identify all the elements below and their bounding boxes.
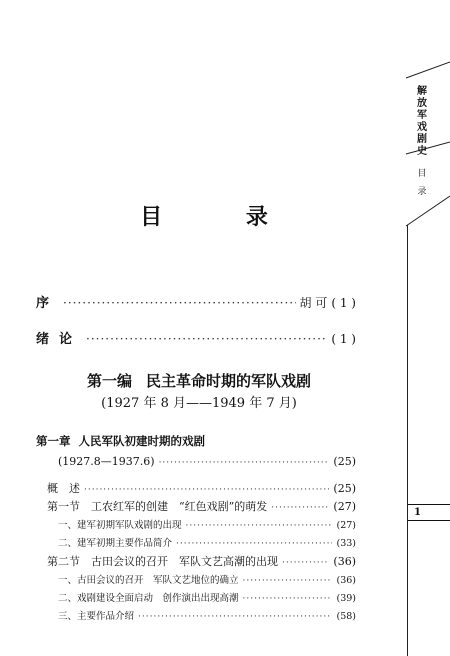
side-page-rule-bottom: [408, 520, 450, 521]
toc-entry[interactable]: [58, 572, 356, 586]
part-heading: [0, 370, 398, 391]
leader-dots: [84, 485, 329, 495]
toc-row-preface[interactable]: [36, 292, 356, 311]
toc-entry-page: (36): [333, 555, 356, 568]
leader-dots: [176, 539, 332, 549]
chapter-period: (1927.8—1937.6): [58, 455, 155, 468]
side-page-rule-top: [408, 504, 450, 505]
leader-dots: [243, 576, 333, 586]
toc-entry-label: 一、古田会议的召开 军队文艺地位的确立: [58, 575, 239, 586]
part-number: 第一编: [86, 372, 132, 390]
toc-entry-label: 三、主要作品介绍: [58, 611, 135, 622]
toc-entry-page: (33): [336, 538, 356, 549]
side-book-title: 解放军戏剧史: [417, 86, 427, 157]
toc-entry[interactable]: [47, 498, 356, 514]
toc-entry-label: 一、建军初期军队戏剧的出现: [58, 520, 182, 531]
toc-title: 目 录: [140, 205, 306, 230]
side-section-label: 目录: [417, 169, 427, 197]
side-tab: [398, 0, 450, 656]
chapter-heading: [36, 433, 205, 449]
toc-entry-page: (39): [336, 593, 356, 604]
toc-entry-label: 第二节 古田会议的召开 军队文艺高潮的出现: [47, 555, 278, 568]
toc-entry[interactable]: [58, 590, 356, 604]
side-tab-rule-vertical: [407, 225, 408, 656]
toc-entry-page: (27): [333, 500, 356, 513]
leader-dots: [243, 594, 333, 604]
leader-dots: [63, 296, 296, 310]
toc-entry[interactable]: [58, 517, 356, 531]
toc-entry[interactable]: [58, 608, 356, 622]
part-period: (1927 年 8 月——1949 年 7 月): [101, 396, 297, 411]
toc-entry-page: (36): [336, 575, 356, 586]
toc-row-intro[interactable]: [36, 328, 356, 347]
toc-row-chapter-period[interactable]: [58, 455, 356, 468]
toc-row-label: 序: [36, 296, 60, 311]
toc-entry-label: 二、建军初期主要作品简介: [58, 538, 173, 549]
toc-entry-page: (58): [336, 611, 356, 622]
chapter-number: 第一章: [36, 434, 71, 448]
toc-row-label: 绪论: [36, 332, 83, 347]
toc-row-page: ( 1 ): [331, 296, 356, 310]
toc-row-page: (25): [333, 455, 356, 468]
leader-dots: [159, 458, 330, 468]
toc-entry[interactable]: [47, 480, 356, 496]
toc-entry-page: (25): [333, 482, 356, 495]
leader-dots: [138, 612, 332, 622]
leader-dots: [186, 521, 333, 531]
toc-entry-page: (27): [336, 520, 356, 531]
toc-row-author: 胡 可: [299, 296, 328, 310]
side-page-number: 1: [414, 507, 421, 518]
part-name: 民主革命时期的军队戏剧: [146, 372, 312, 390]
leader-dots: [282, 558, 329, 568]
toc-entry[interactable]: [58, 535, 356, 549]
leader-dots: [271, 503, 329, 513]
leader-dots: [86, 332, 327, 346]
chapter-name: 人民军队初建时期的戏剧: [78, 434, 205, 448]
toc-entry-label: 第一节 工农红军的创建 “红色戏剧”的萌发: [47, 500, 268, 513]
toc-entry[interactable]: [47, 553, 356, 569]
toc-entry-label: 二、戏剧建设全面启动 创作演出出现高潮: [58, 593, 239, 604]
toc-row-page: ( 1 ): [331, 332, 356, 346]
toc-entry-label: 概 述: [47, 482, 80, 495]
